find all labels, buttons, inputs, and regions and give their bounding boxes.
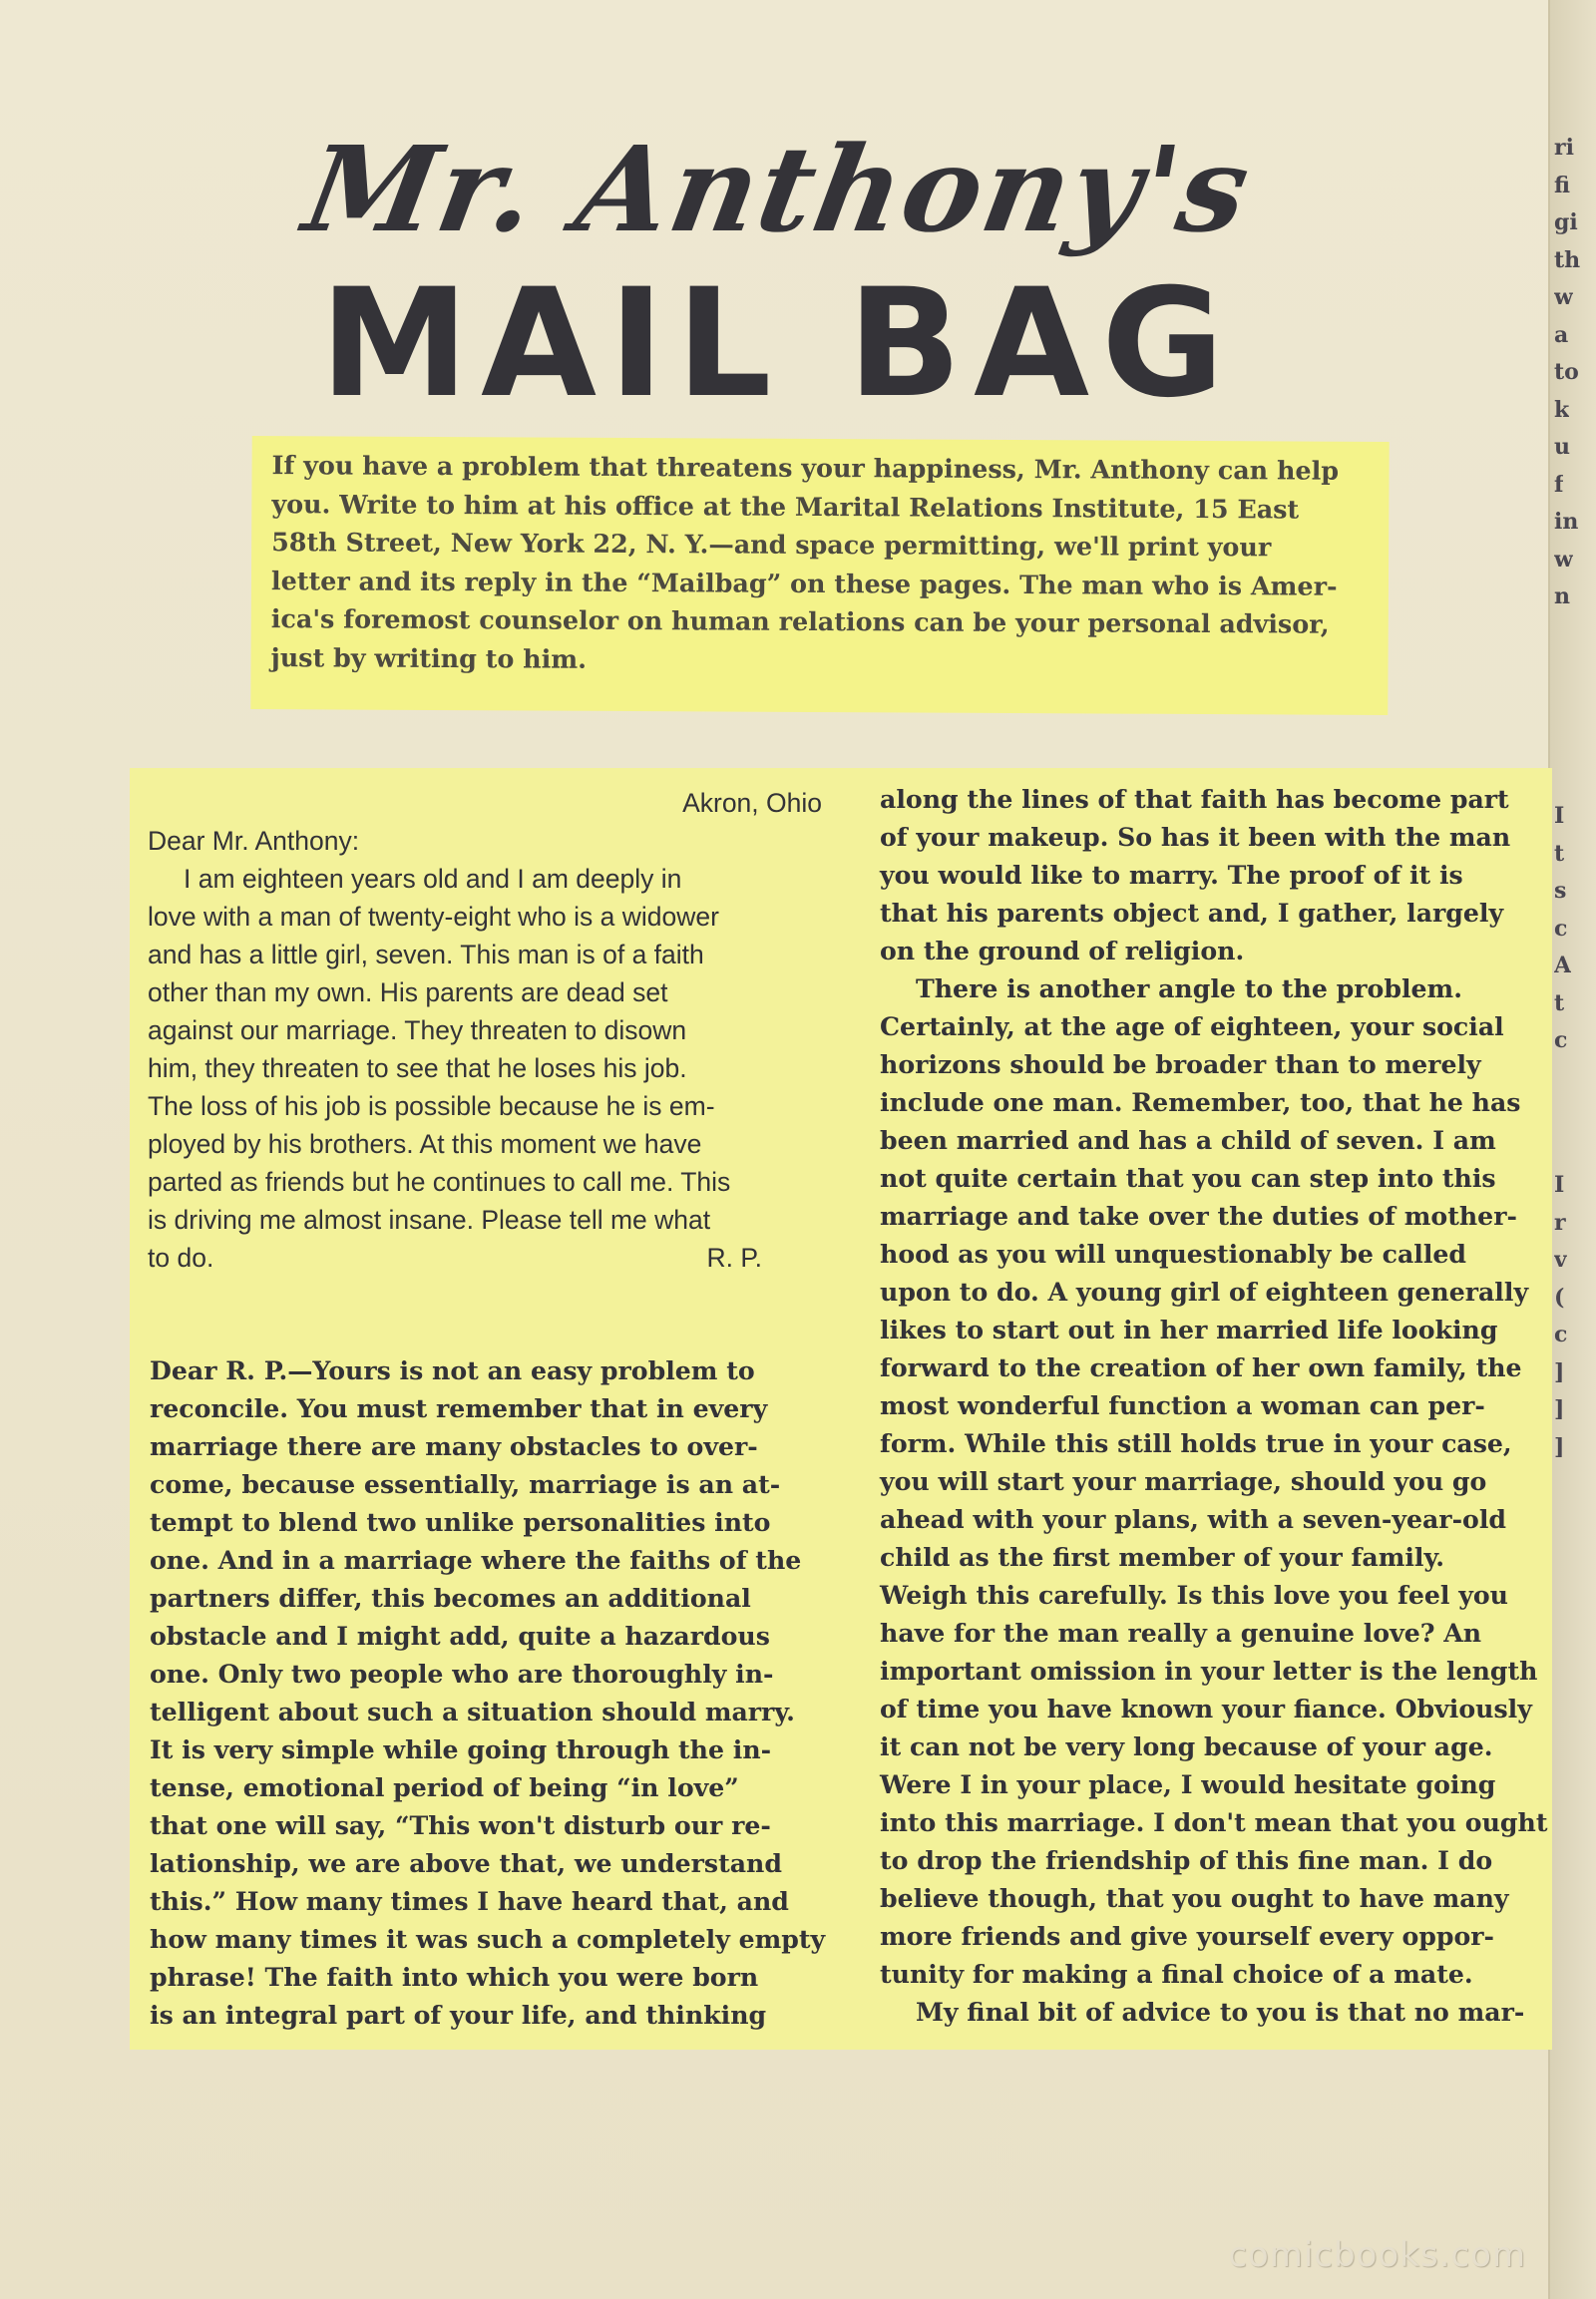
- adjacent-page-fragment: r: [1554, 1209, 1566, 1236]
- reply-line: marriage there are many obstacles to over-: [150, 1431, 758, 1461]
- adjacent-page-fragment: a: [1554, 321, 1569, 348]
- letter-line: love with a man of twenty-eight who is a widower: [148, 902, 719, 932]
- intro-line: 58th Street, New York 22, N. Y.—and space permitting, we'll print your: [271, 527, 1272, 563]
- title-script: Mr. Anthony's: [295, 120, 1261, 258]
- reply-line: you would like to marry. The proof of it is: [880, 860, 1463, 890]
- reply-line: There is another angle to the problem.: [916, 973, 1462, 1003]
- reply-line: that one will say, “This won't disturb our re-: [150, 1810, 771, 1840]
- adjacent-page-fragment: s: [1554, 878, 1567, 904]
- reply-line: this.” How many times I have heard that, and: [150, 1886, 789, 1916]
- letter-salutation: Dear Mr. Anthony:: [148, 826, 360, 856]
- adjacent-page-fragment: n: [1554, 583, 1570, 609]
- adjacent-page-fragment: c: [1554, 1027, 1568, 1053]
- reply-line: on the ground of religion.: [880, 936, 1245, 965]
- intro-line: just by writing to him.: [270, 641, 588, 674]
- adjacent-page-fragment: w: [1554, 546, 1573, 573]
- letter-line: is driving me almost insane. Please tell me what: [148, 1205, 711, 1235]
- reply-line: form. While this still holds true in your case,: [880, 1428, 1512, 1458]
- adjacent-page-fragment: fi: [1554, 172, 1570, 198]
- reply-line: forward to the creation of her own family, the: [880, 1352, 1522, 1382]
- letter-line: him, they threaten to see that he loses his job.: [148, 1053, 687, 1083]
- intro-line: If you have a problem that threatens your happiness, Mr. Anthony can help: [271, 450, 1340, 486]
- letter: [148, 784, 822, 1277]
- adjacent-page-fragment: in: [1554, 509, 1579, 535]
- letter-signature: R. P.: [706, 1243, 762, 1273]
- adjacent-page-fragment: to: [1554, 359, 1579, 385]
- letter-body: [148, 860, 822, 1239]
- adjacent-page-fragment: (: [1554, 1284, 1565, 1311]
- intro-text: [270, 436, 1373, 682]
- adjacent-page-fragment: c: [1554, 915, 1568, 942]
- reply-line: Certainly, at the age of eighteen, your social: [880, 1011, 1504, 1041]
- reply-line: one. Only two people who are thoroughly in-: [150, 1659, 774, 1689]
- reply-line: hood as you will unquestionably be called: [880, 1239, 1467, 1269]
- adjacent-page-fragment: v: [1554, 1247, 1567, 1273]
- reply-line: obstacle and I might add, quite a hazardous: [150, 1621, 770, 1651]
- reply-line: Dear R. P.—Yours is not an easy problem to: [150, 1355, 755, 1385]
- reply-line: of time you have known your fiance. Obviously: [880, 1694, 1532, 1724]
- reply-line: important omission in your letter is the length: [880, 1656, 1538, 1686]
- reply-line: that his parents object and, I gather, largely: [880, 898, 1504, 928]
- intro-line: ica's foremost counselor on human relations can be your personal advisor,: [270, 603, 1330, 639]
- adjacent-page-fragment: I: [1554, 1172, 1565, 1198]
- adjacent-page-fragment: ]: [1554, 1433, 1565, 1460]
- reply-line: tempt to blend two unlike personalities into: [150, 1507, 771, 1537]
- adjacent-page-fragment: w: [1554, 284, 1573, 310]
- reply-line: not quite certain that you can step into this: [880, 1163, 1496, 1193]
- adjacent-page-fragment: gi: [1554, 209, 1578, 235]
- reply-line: how many times it was such a completely empty: [150, 1924, 826, 1954]
- reply-line: tense, emotional period of being “in love”: [150, 1772, 739, 1802]
- reply-line: likes to start out in her married life looking: [880, 1315, 1498, 1344]
- reply-line: marriage and take over the duties of mother-: [880, 1201, 1517, 1231]
- adjacent-page-fragment: ]: [1554, 1396, 1565, 1422]
- reply-line: of your makeup. So has it been with the man: [880, 822, 1511, 852]
- reply-line: you will start your marriage, should you go: [880, 1466, 1487, 1496]
- reply-left-column: [150, 1351, 828, 2034]
- reply-line: include one man. Remember, too, that he has: [880, 1087, 1521, 1117]
- letter-last-line: to do.: [148, 1243, 214, 1273]
- reply-line: come, because essentially, marriage is an at-: [150, 1469, 781, 1499]
- reply-line: It is very simple while going through the in-: [150, 1734, 772, 1764]
- adjacent-page-fragment: th: [1554, 246, 1581, 273]
- letter-closing: [148, 1239, 822, 1277]
- adjacent-page-fragment: I: [1554, 803, 1565, 829]
- reply-line: horizons should be broader than to merely: [880, 1049, 1481, 1079]
- adjacent-page-fragment: t: [1554, 840, 1565, 867]
- reply-line: more friends and give yourself every oppor-: [880, 1921, 1495, 1951]
- reply-line: it can not be very long because of your age.: [880, 1731, 1493, 1761]
- intro-line: you. Write to him at his office at the Marital Relations Institute, 15 East: [271, 488, 1300, 525]
- watermark: comicbooks.com: [1228, 2235, 1526, 2275]
- letter-line: I am eighteen years old and I am deeply in: [184, 864, 682, 894]
- reply-line: tunity for making a final choice of a mate.: [880, 1959, 1473, 1989]
- reply-line: most wonderful function a woman can per-: [880, 1390, 1485, 1420]
- reply-line: along the lines of that faith has become part: [880, 784, 1509, 814]
- reply-line: telligent about such a situation should marry.: [150, 1697, 795, 1726]
- letter-line: other than my own. His parents are dead set: [148, 977, 668, 1007]
- adjacent-page-fragment: u: [1554, 434, 1570, 460]
- adjacent-page-fragment: c: [1554, 1322, 1568, 1347]
- reply-line: Weigh this carefully. Is this love you feel you: [880, 1580, 1508, 1610]
- letter-line: ployed by his brothers. At this moment we have: [148, 1129, 702, 1159]
- letter-line: and has a little girl, seven. This man is of a faith: [148, 940, 704, 969]
- adjacent-page-fragment: ]: [1554, 1358, 1565, 1385]
- adjacent-page-text: [1554, 0, 1590, 2299]
- reply-line: been married and has a child of seven. I am: [880, 1125, 1496, 1155]
- reply-line: to drop the friendship of this fine man. I do: [880, 1845, 1493, 1875]
- adjacent-page-fragment: k: [1554, 396, 1570, 423]
- intro-box: [250, 436, 1389, 715]
- reply-line: ahead with your plans, with a seven-year-old: [880, 1504, 1507, 1534]
- reply-line: believe though, that you ought to have many: [880, 1883, 1509, 1913]
- reply-right-column: [880, 780, 1552, 2031]
- reply-line: one. And in a marriage where the faiths of the: [150, 1545, 802, 1575]
- title-main: MAIL BAG: [319, 257, 1237, 431]
- reply-line: My final bit of advice to you is that no mar-: [916, 1997, 1525, 2027]
- adjacent-page-fragment: A: [1554, 953, 1572, 978]
- intro-line: letter and its reply in the “Mailbag” on these pages. The man who is Amer-: [270, 565, 1338, 601]
- letter-line: The loss of his job is possible because he is em-: [148, 1091, 715, 1121]
- letter-location: Akron, Ohio: [682, 788, 822, 818]
- reply-line: partners differ, this becomes an additional: [150, 1583, 751, 1613]
- reply-line: child as the first member of your family.: [880, 1542, 1444, 1572]
- reply-line: lationship, we are above that, we understand: [150, 1848, 782, 1878]
- reply-line: into this marriage. I don't mean that you ought: [880, 1807, 1548, 1837]
- letter-line: against our marriage. They threaten to disown: [148, 1015, 687, 1045]
- reply-line: is an integral part of your life, and thinking: [150, 2000, 767, 2030]
- reply-line: have for the man really a genuine love? An: [880, 1618, 1482, 1648]
- reply-line: Were I in your place, I would hesitate going: [880, 1769, 1496, 1799]
- letter-line: parted as friends but he continues to call me. This: [148, 1167, 731, 1197]
- adjacent-page-fragment: t: [1554, 989, 1565, 1016]
- reply-line: phrase! The faith into which you were born: [150, 1962, 759, 1992]
- adjacent-page-fragment: f: [1554, 471, 1564, 498]
- reply-line: reconcile. You must remember that in every: [150, 1393, 768, 1423]
- reply-line: upon to do. A young girl of eighteen generally: [880, 1277, 1529, 1307]
- adjacent-page-fragment: ri: [1554, 135, 1574, 161]
